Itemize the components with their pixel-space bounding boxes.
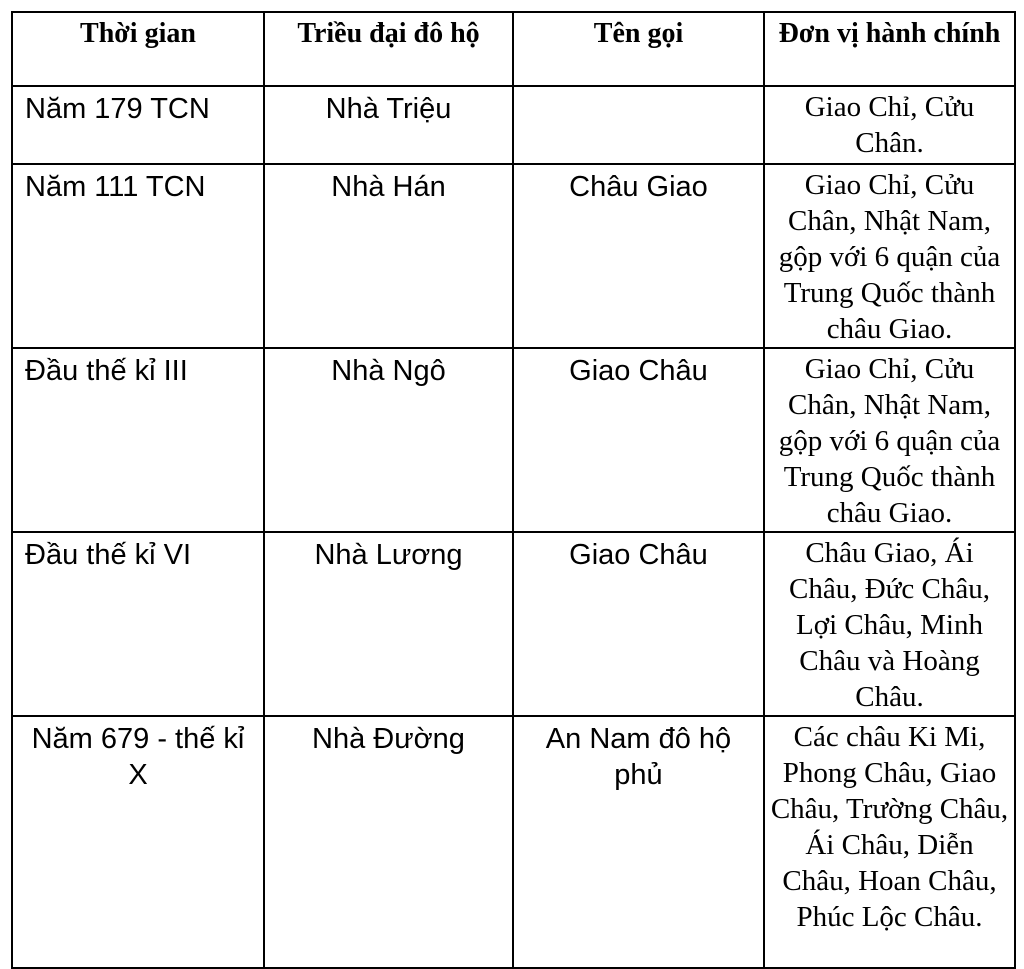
cell-units: Giao Chỉ, Cửu Chân, Nhật Nam, gộp với 6 quận của Trung Quốc thành châu Giao. bbox=[764, 348, 1015, 532]
cell-units: Các châu Ki Mi, Phong Châu, Giao Châu, Trường Châu, Ái Châu, Diễn Châu, Hoan Châu, Phúc Lộc Châu. bbox=[764, 716, 1015, 968]
cell-name: An Nam đô hộ phủ bbox=[513, 716, 764, 968]
cell-dynasty: Nhà Ngô bbox=[264, 348, 513, 532]
cell-name: Châu Giao bbox=[513, 164, 764, 348]
cell-time: Năm 111 TCN bbox=[12, 164, 264, 348]
cell-name bbox=[513, 86, 764, 164]
cell-name: Giao Châu bbox=[513, 532, 764, 716]
cell-name: Giao Châu bbox=[513, 348, 764, 532]
administrative-history-table bbox=[11, 11, 1016, 969]
table-row bbox=[12, 348, 1015, 532]
header-dynasty: Triều đại đô hộ bbox=[264, 12, 513, 86]
table-row bbox=[12, 716, 1015, 968]
table-row bbox=[12, 532, 1015, 716]
header-row bbox=[12, 12, 1015, 86]
cell-units: Châu Giao, Ái Châu, Đức Châu, Lợi Châu, Minh Châu và Hoàng Châu. bbox=[764, 532, 1015, 716]
table-row bbox=[12, 86, 1015, 164]
header-name: Tên gọi bbox=[513, 12, 764, 86]
cell-time: Năm 679 - thế kỉ X bbox=[12, 716, 264, 968]
cell-units: Giao Chỉ, Cửu Chân, Nhật Nam, gộp với 6 quận của Trung Quốc thành châu Giao. bbox=[764, 164, 1015, 348]
cell-dynasty: Nhà Lương bbox=[264, 532, 513, 716]
table-row bbox=[12, 164, 1015, 348]
cell-dynasty: Nhà Hán bbox=[264, 164, 513, 348]
cell-units: Giao Chỉ, Cửu Chân. bbox=[764, 86, 1015, 164]
cell-time: Đầu thế kỉ III bbox=[12, 348, 264, 532]
header-units: Đơn vị hành chính bbox=[764, 12, 1015, 86]
cell-dynasty: Nhà Đường bbox=[264, 716, 513, 968]
cell-dynasty: Nhà Triệu bbox=[264, 86, 513, 164]
cell-time: Đầu thế kỉ VI bbox=[12, 532, 264, 716]
header-time: Thời gian bbox=[12, 12, 264, 86]
cell-time: Năm 179 TCN bbox=[12, 86, 264, 164]
